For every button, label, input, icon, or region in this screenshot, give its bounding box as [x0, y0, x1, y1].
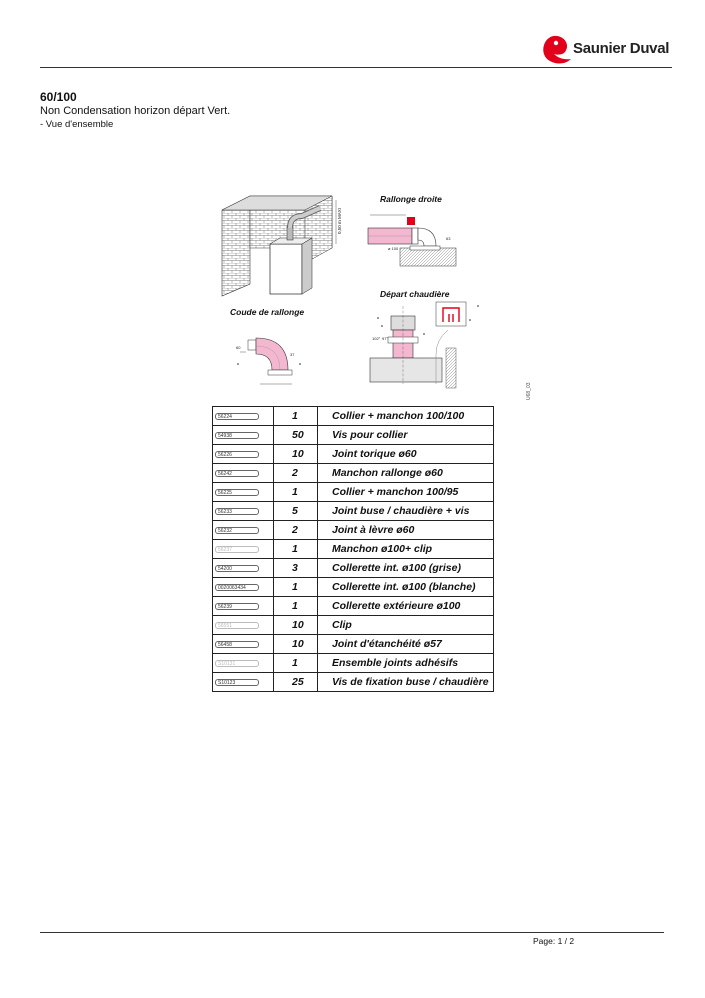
part-ref-cell — [213, 483, 274, 502]
document-subtitle: Non Condensation horizon départ Vert. — [40, 105, 231, 117]
part-description: Joint buse / chaudière + vis — [318, 502, 494, 521]
part-description: Clip — [318, 616, 494, 635]
part-qty: 10 — [274, 635, 318, 654]
part-qty: 3 — [274, 559, 318, 578]
part-qty: 5 — [274, 502, 318, 521]
table-row — [213, 597, 494, 616]
side-reference-code: U68_03 — [526, 382, 532, 400]
part-ref-cell — [213, 635, 274, 654]
part-ref-cell — [213, 426, 274, 445]
part-ref: S10123 — [215, 679, 259, 686]
svg-text:ø 100: ø 100 — [388, 246, 399, 251]
salamander-logo-icon — [540, 33, 572, 67]
part-ref-cell — [213, 521, 274, 540]
table-row — [213, 654, 494, 673]
svg-text:60: 60 — [236, 345, 241, 350]
part-ref-cell — [213, 464, 274, 483]
brand-name: Saunier Duval — [573, 40, 670, 57]
parts-table — [212, 406, 494, 692]
part-ref: 54200 — [215, 565, 259, 572]
coude-rallonge-drawing — [230, 307, 304, 384]
part-qty: 2 — [274, 464, 318, 483]
part-ref: 56242 — [215, 470, 259, 477]
part-ref-cell — [213, 578, 274, 597]
part-qty: 50 — [274, 426, 318, 445]
part-qty: 1 — [274, 540, 318, 559]
part-qty: 10 — [274, 445, 318, 464]
part-description: Vis pour collier — [318, 426, 494, 445]
technical-diagram — [210, 188, 500, 400]
part-ref-cell — [213, 407, 274, 426]
table-row — [213, 483, 494, 502]
table-row — [213, 426, 494, 445]
table-row — [213, 407, 494, 426]
table-row — [213, 578, 494, 597]
part-description: Collier + manchon 100/95 — [318, 483, 494, 502]
svg-text:102°: 102° — [372, 336, 381, 341]
part-qty: 25 — [274, 673, 318, 692]
table-row — [213, 673, 494, 692]
document-view-label: - Vue d'ensemble — [40, 119, 114, 130]
part-description: Vis de fixation buse / chaudière — [318, 673, 494, 692]
brand-logo — [540, 33, 680, 67]
svg-text:0,50 m MAXI: 0,50 m MAXI — [337, 207, 342, 234]
part-ref: 56458 — [215, 641, 259, 648]
part-description: Ensemble joints adhésifs — [318, 654, 494, 673]
wall-installation-drawing — [222, 196, 342, 296]
part-ref-cell — [213, 654, 274, 673]
part-ref-cell — [213, 559, 274, 578]
part-ref: S10131 — [215, 660, 259, 667]
part-description: Collier + manchon 100/100 — [318, 407, 494, 426]
rallonge-droite-drawing — [368, 194, 456, 266]
depart-chaudiere-label: Départ chaudière — [380, 289, 450, 299]
svg-text:97°: 97° — [382, 336, 389, 341]
table-row — [213, 502, 494, 521]
part-description: Manchon rallonge ø60 — [318, 464, 494, 483]
page-number: Page: 1 / 2 — [533, 936, 575, 946]
table-row — [213, 616, 494, 635]
part-description: Collerette int. ø100 (grise) — [318, 559, 494, 578]
part-ref-cell — [213, 445, 274, 464]
part-ref: 56233 — [215, 508, 259, 515]
svg-text:63: 63 — [446, 236, 451, 241]
depart-chaudiere-drawing — [370, 289, 479, 388]
part-qty: 1 — [274, 654, 318, 673]
part-qty: 2 — [274, 521, 318, 540]
part-description: Joint torique ø60 — [318, 445, 494, 464]
part-ref: 54938 — [215, 432, 259, 439]
coude-rallonge-label: Coude de rallonge — [230, 307, 305, 317]
table-row — [213, 445, 494, 464]
part-ref: 56224 — [215, 413, 259, 420]
header-divider — [40, 67, 672, 68]
table-row — [213, 540, 494, 559]
table-row — [213, 464, 494, 483]
part-ref: 56225 — [215, 489, 259, 496]
part-ref-cell — [213, 540, 274, 559]
part-description: Collerette extérieure ø100 — [318, 597, 494, 616]
table-row — [213, 635, 494, 654]
part-ref-cell — [213, 673, 274, 692]
part-description: Joint d'étanchéité ø57 — [318, 635, 494, 654]
part-qty: 1 — [274, 407, 318, 426]
part-qty: 1 — [274, 597, 318, 616]
part-ref: 56239 — [215, 603, 259, 610]
part-qty: 10 — [274, 616, 318, 635]
part-ref-cell — [213, 502, 274, 521]
rallonge-droite-label: Rallonge droite — [380, 194, 442, 204]
part-ref: 56226 — [215, 451, 259, 458]
table-row — [213, 559, 494, 578]
part-description: Manchon ø100+ clip — [318, 540, 494, 559]
part-ref: 0020063434 — [215, 584, 259, 591]
part-qty: 1 — [274, 578, 318, 597]
footer-divider — [40, 932, 664, 933]
svg-text:37: 37 — [290, 352, 295, 357]
document-title: 60/100 — [40, 90, 77, 104]
part-ref: 56551 — [215, 622, 259, 629]
part-description: Joint à lèvre ø60 — [318, 521, 494, 540]
table-row — [213, 521, 494, 540]
part-description: Collerette int. ø100 (blanche) — [318, 578, 494, 597]
part-ref-cell — [213, 616, 274, 635]
part-qty: 1 — [274, 483, 318, 502]
part-ref-cell — [213, 597, 274, 616]
part-ref: 56237 — [215, 546, 259, 553]
part-ref: 56232 — [215, 527, 259, 534]
